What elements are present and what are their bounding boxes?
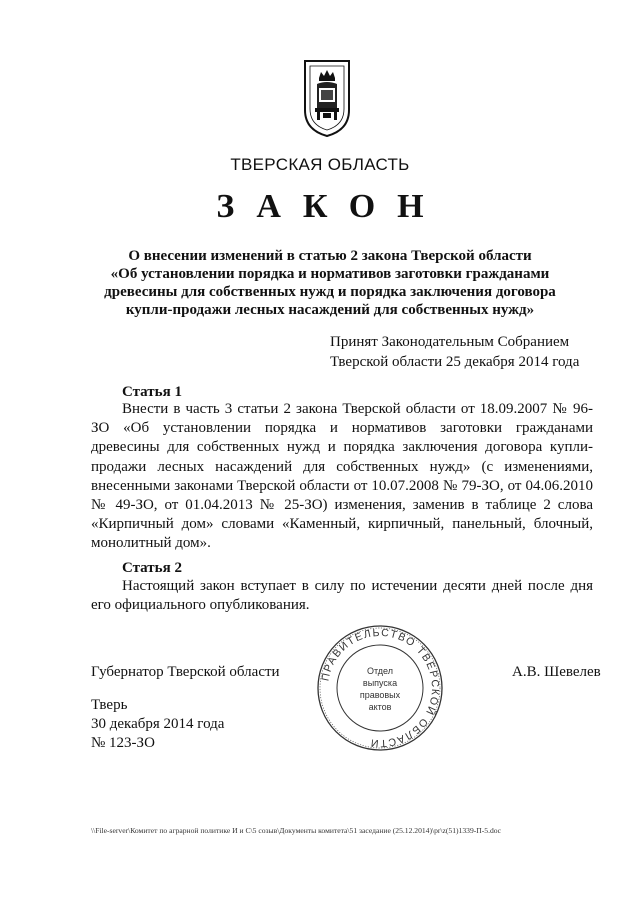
- adoption-line: Принят Законодательным Собранием: [330, 334, 570, 350]
- law-title-line: купли-продажи лесных насаждений для собственных нужд»: [125, 302, 535, 318]
- adoption-note: [330, 332, 579, 372]
- tver-coat-of-arms-icon: [302, 58, 352, 138]
- law-title: [80, 247, 580, 319]
- signer-title: Губернатор Тверской области: [91, 664, 280, 680]
- law-number: № 123-ЗО: [91, 735, 155, 751]
- stamp-center-line: актов: [368, 702, 392, 712]
- stamp-center-line: Отдел: [366, 666, 394, 676]
- law-title-line: «Об установлении порядка и нормативов заготовки гражданами: [110, 266, 550, 282]
- signing-date: 30 декабря 2014 года: [91, 716, 225, 732]
- article-2-text: Настоящий закон вступает в силу по истечении десяти дней после дня его официального опубликования.: [91, 578, 593, 614]
- stamp-center-line: выпуска: [362, 678, 398, 688]
- region-title: ТВЕРСКАЯ ОБЛАСТЬ: [230, 155, 410, 174]
- article-1-text: Внести в часть 3 статьи 2 закона Тверской области от 18.09.2007 № 96-ЗО «Об установлении порядка и нормативов заготовки гражданами древесины для собственных нужд и порядка заключения договора купли-продажи лесных насаждений для собственных нужд» (с изменениями, внесенными законами Тверской области от 10.07.2008 № 79-ЗО, от 04.06.2010 № 49-ЗО, от 01.04.2013 № 25-ЗО) изменения, заменив в таблице 2 слова «Кирпичный дом» словами «Каменный, кирпичный, панельный, блочный, монолитный дом».: [91, 401, 593, 552]
- signer-name: А.В. Шевелев: [512, 664, 601, 680]
- file-path-footer: \\File-server\Комитет по аграрной политике И и С\5 созыв\Документы комитета\51 заседание (25.12.2014)\pr\z(51)1339-П-5.doc: [91, 826, 501, 835]
- adoption-line: Тверской области 25 декабря 2014 года: [330, 354, 580, 370]
- document-type: ЗАКОН: [216, 188, 446, 225]
- article-2-heading: Статья 2: [122, 560, 182, 576]
- law-title-line: О внесении изменений в статью 2 закона Тверской области: [128, 248, 532, 264]
- stamp-center-line: правовых: [359, 690, 401, 700]
- article-1-heading: Статья 1: [122, 384, 182, 400]
- official-stamp: [314, 622, 446, 754]
- law-title-line: древесины для собственных нужд и порядка заключения договора: [104, 284, 556, 300]
- city: Тверь: [91, 697, 128, 713]
- stamp-ring-text: ПРАВИТЕЛЬСТВО ТВЕРСКОЙ ОБЛАСТИ: [319, 626, 442, 750]
